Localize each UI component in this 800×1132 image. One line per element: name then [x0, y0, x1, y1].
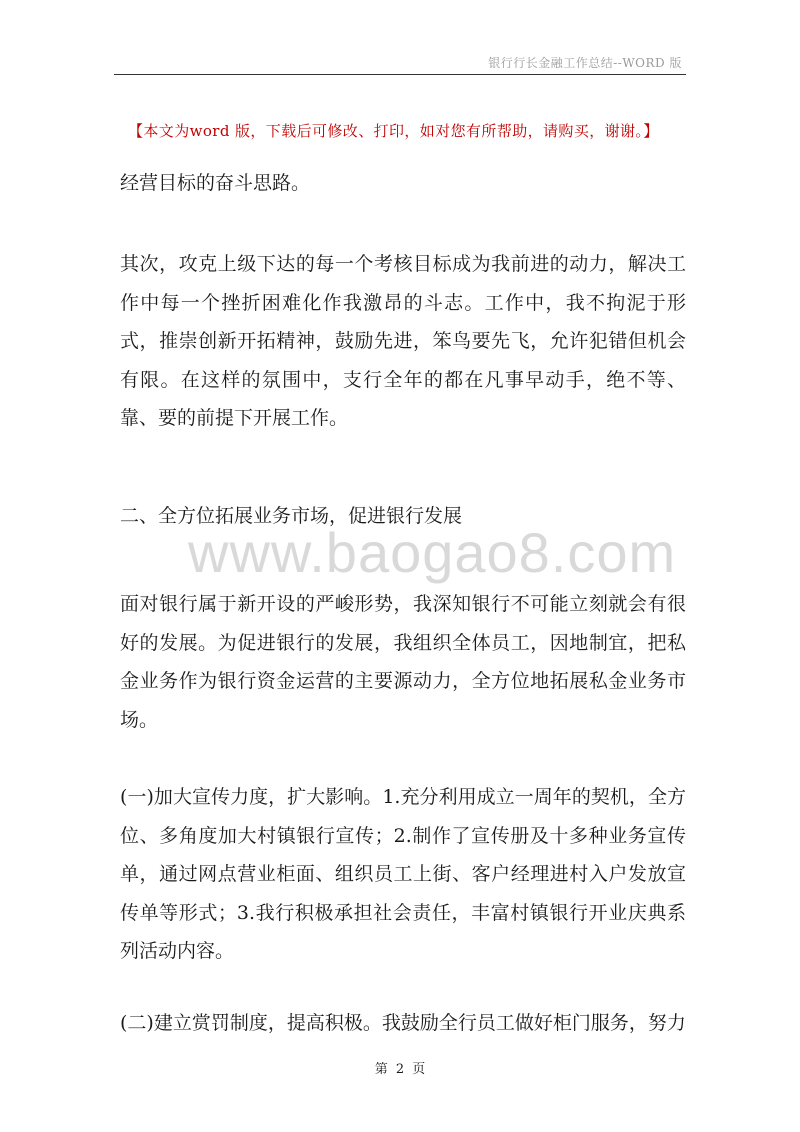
watermark: www.baogao8.com — [188, 521, 677, 584]
footer-prefix: 第 — [374, 1062, 388, 1077]
paragraph-2: 其次，攻克上级下达的每一个考核目标成为我前进的动力，解决工作中每一个挫折困难化作我激昂的斗志。工作中，我不拘泥于形式，推崇创新开拓精神，鼓励先进，笨鸟要先飞，允许犯错但机会有限。在这样的氛围中，支行全年的都在凡事早动手，绝不等、靠、要的前提下开展工作。 — [120, 253, 686, 429]
footer-suffix: 页 — [412, 1062, 426, 1077]
paragraph-1: 经营目标的奋斗思路。 — [120, 172, 311, 194]
section-heading: 二、全方位拓展业务市场，促进银行发展 — [120, 505, 463, 527]
header-title: 银行行长金融工作总结--WORD 版 — [488, 56, 682, 70]
page-footer — [0, 1058, 800, 1077]
page-number: 2 — [395, 1062, 405, 1077]
paragraph-5: (二)建立赏罚制度，提高积极。我鼓励全行员工做好柜门服务，努力 — [120, 1012, 686, 1034]
paragraph-4: (一)加大宣传力度，扩大影响。1.充分利用成立一周年的契机，全方位、多角度加大村镇银行宣传；2.制作了宣传册及十多种业务宣传单，通过网点营业柜面、组织员工上街、客户经理进村入户发放宣传单等形式；3.我行积极承担社会责任，丰富村镇银行开业庆典系列活动内容。 — [120, 786, 686, 962]
header-divider — [114, 74, 686, 75]
paragraph-3: 面对银行属于新开设的严峻形势，我深知银行不可能立刻就会有很好的发展。为促进银行的发展，我组织全体员工，因地制宜，把私金业务作为银行资金运营的主要源动力，全方位地拓展私金业务市场。 — [120, 593, 686, 731]
purchase-notice: 【本文为word 版，下载后可修改、打印，如对您有所帮助，请购买，谢谢。】 — [128, 122, 659, 140]
